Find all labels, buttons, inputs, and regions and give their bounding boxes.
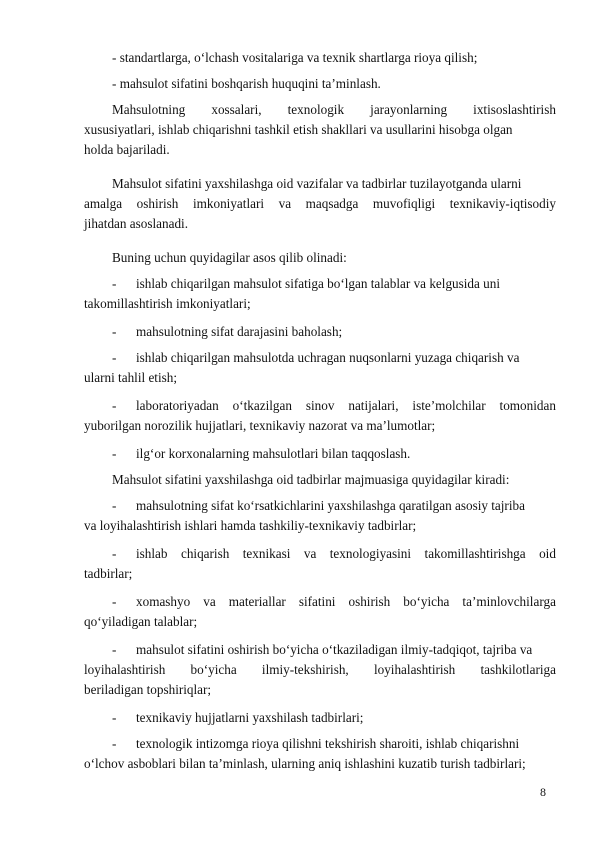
word: texnologiyasini bbox=[329, 546, 412, 561]
list-item-text: ularni tahlil etish; bbox=[84, 370, 178, 385]
list-item-text: tadbirlar; bbox=[84, 566, 133, 581]
word: xossalari, bbox=[211, 102, 262, 117]
list-item-text: ilg‘or korxonalarning mahsulotlari bilan taqqoslash. bbox=[136, 446, 411, 461]
paragraph-line: jihatdan asoslanadi. bbox=[84, 216, 189, 231]
word: va bbox=[203, 594, 216, 609]
dash-marker: - bbox=[112, 350, 117, 365]
word: chiqarish bbox=[180, 546, 230, 561]
word: tashkilotlariga bbox=[480, 662, 556, 677]
word: bo‘yicha bbox=[190, 662, 237, 677]
word: texnologik bbox=[287, 102, 345, 117]
paragraph-line: Mahsulot sifatini yaxshilashga oid vazifalar va tadbirlar tuzilayotganda ularni bbox=[112, 176, 522, 191]
justified-line bbox=[136, 396, 556, 416]
word: xomashyo bbox=[136, 594, 191, 609]
list-item-text bbox=[136, 396, 556, 416]
dash-marker: - bbox=[112, 710, 117, 725]
paragraph-line: Mahsulot sifatini yaxshilashga oid tadbirlar majmuasiga quyidagilar kiradi: bbox=[112, 472, 510, 487]
list-item-text bbox=[136, 544, 556, 564]
paragraph-line: Buning uchun quyidagilar asos qilib olinadi: bbox=[112, 250, 347, 265]
list-item-text: takomillashtirish imkoniyatlari; bbox=[84, 296, 251, 311]
word: loyihalashtirish bbox=[373, 662, 456, 677]
paragraph-line bbox=[84, 194, 556, 214]
word: bo‘yicha bbox=[403, 594, 450, 609]
dash-marker: - bbox=[112, 546, 117, 561]
list-item-text: yuborilgan norozilik hujjatlari, texnikaviy nazorat va ma’lumotlar; bbox=[84, 418, 436, 433]
word: maqsadga bbox=[305, 196, 359, 211]
word: ixtisoslashtirish bbox=[473, 102, 556, 117]
word: natijalari, bbox=[348, 398, 399, 413]
list-item-text: texnikaviy hujjatlarni yaxshilash tadbirlari; bbox=[136, 710, 364, 725]
word: sifatini bbox=[298, 594, 336, 609]
list-item-text bbox=[136, 592, 556, 612]
justified-line bbox=[136, 544, 556, 564]
bullet-line: - standartlarga, o‘lchash vositalariga va texnik shartlarga rioya qilish; bbox=[112, 50, 478, 65]
word: o‘tkazilgan bbox=[232, 398, 292, 413]
list-item-text: qo‘yiladigan talablar; bbox=[84, 614, 198, 629]
word: laboratoriyadan bbox=[136, 398, 219, 413]
word: muvofiqligi bbox=[372, 196, 436, 211]
page-number: 8 bbox=[540, 785, 546, 799]
word: texnikaviy-iqtisodiy bbox=[449, 196, 556, 211]
dash-marker: - bbox=[112, 446, 117, 461]
word: oshirish bbox=[348, 594, 391, 609]
dash-marker: - bbox=[112, 594, 117, 609]
list-item-text: o‘lchov asboblari bilan ta’minlash, ularning aniq ishlashini kuzatib turish tadbirlari; bbox=[84, 756, 526, 771]
word: oshirish bbox=[136, 196, 179, 211]
word: tomonidan bbox=[499, 398, 556, 413]
justified-line bbox=[136, 592, 556, 612]
dash-marker: - bbox=[112, 324, 117, 339]
word: texnikasi bbox=[242, 546, 291, 561]
justified-line bbox=[84, 660, 556, 680]
word: imkoniyatlari bbox=[192, 196, 265, 211]
dash-marker: - bbox=[112, 736, 117, 751]
dash-marker: - bbox=[112, 642, 117, 657]
list-item-text: va loyihalashtirish ishlari hamda tashkiliy-texnikaviy tadbirlar; bbox=[84, 518, 417, 533]
bullet-line: - mahsulot sifatini boshqarish huquqini ta’minlash. bbox=[112, 76, 381, 91]
list-item-text: mahsulot sifatini oshirish bo‘yicha o‘tkaziladigan ilmiy-tadqiqot, tajriba va bbox=[136, 642, 533, 657]
word: ishlab bbox=[136, 546, 168, 561]
word: amalga bbox=[84, 196, 123, 211]
list-item-text: ishlab chiqarilgan mahsulotda uchragan nuqsonlarni yuzaga chiqarish va bbox=[136, 350, 520, 365]
justified-line bbox=[84, 194, 556, 214]
paragraph-line: holda bajariladi. bbox=[84, 142, 170, 157]
dash-marker: - bbox=[112, 276, 117, 291]
word: jarayonlarning bbox=[370, 102, 448, 117]
list-item-text: mahsulotning sifat darajasini baholash; bbox=[136, 324, 343, 339]
word: loyihalashtirish bbox=[84, 662, 166, 677]
paragraph-line bbox=[112, 100, 556, 120]
word: va bbox=[303, 546, 317, 561]
word: ta’minlovchilarga bbox=[462, 594, 556, 609]
list-item-text bbox=[84, 660, 556, 680]
word: va bbox=[278, 196, 292, 211]
word: sinov bbox=[305, 398, 335, 413]
word: takomillashtirishga bbox=[424, 546, 526, 561]
dash-marker: - bbox=[112, 498, 117, 513]
list-item-text: beriladigan topshiriqlar; bbox=[84, 682, 212, 697]
justified-line bbox=[112, 100, 556, 120]
paragraph-line: xususiyatlari, ishlab chiqarishni tashkil etish shakllari va usullarini hisobga olgan bbox=[84, 122, 513, 137]
word: materiallar bbox=[228, 594, 286, 609]
dash-marker: - bbox=[112, 398, 117, 413]
word: oid bbox=[539, 546, 556, 561]
word: iste’molchilar bbox=[412, 398, 486, 413]
list-item-text: ishlab chiqarilgan mahsulot sifatiga bo‘lgan talablar va kelgusida uni bbox=[136, 276, 501, 291]
list-item-text: texnologik intizomga rioya qilishni tekshirish sharoiti, ishlab chiqarishni bbox=[136, 736, 520, 751]
word: ilmiy-tekshirish, bbox=[261, 662, 349, 677]
list-item-text: mahsulotning sifat ko‘rsatkichlarini yaxshilashga qaratilgan asosiy tajriba bbox=[136, 498, 525, 513]
word: Mahsulotning bbox=[112, 102, 186, 117]
